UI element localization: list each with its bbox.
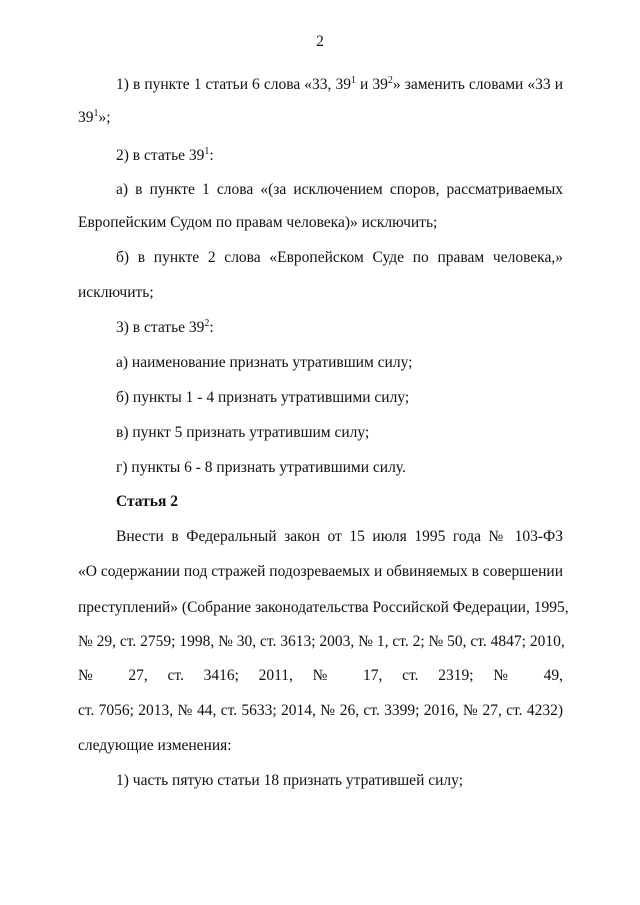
superscript: 1 [93,108,99,119]
article-2-heading: Статья 2 [116,493,178,510]
article-2-line-3: преступлений» (Собрание законодательства Российской Федерации, 1995, [78,599,569,616]
superscript: 2 [387,75,393,86]
article-2-line-2: «О содержании под стражей подозреваемых и обвиняемых в совершении [78,563,563,580]
item-1-line-2 [78,108,563,128]
text-run: : [209,147,214,164]
article-2-line-7: следующие изменения: [78,737,232,754]
item-2b-line-1: б) в пункте 2 слова «Европейском Суде по правам человека,» [116,249,563,266]
text-run: 1) в пункте 1 статьи 6 слова «33, 39 [116,76,351,93]
article-2-line-1: Внести в Федеральный закон от 15 июля 1995 года № 103-ФЗ [116,528,563,545]
text-run: : [209,319,214,336]
text-run: » заменить словами «33 и [392,76,564,93]
item-3b: б) пункты 1 - 4 признать утратившими силу; [116,389,410,406]
superscript: 1 [204,146,210,157]
item-2-heading [116,146,563,166]
article-2-line-5: № 27, ст. 3416; 2011, № 17, ст. 2319; № 49, [78,667,563,684]
item-2a-line-2: Европейским Судом по правам человека)» исключить; [78,214,438,231]
item-2a-line-1: а) в пункте 1 слова «(за исключением споров, рассматриваемых [116,181,563,198]
item-1-line-1 [116,75,563,95]
text-run: 39 [78,109,94,126]
article-2-line-4: № 29, ст. 2759; 1998, № 30, ст. 3613; 2003, № 1, ст. 2; № 50, ст. 4847; 2010, [78,633,565,650]
text-run: »; [98,109,111,126]
article-2-item-1: 1) часть пятую статьи 18 признать утратившей силу; [116,772,463,789]
text-run: 3) в статье 39 [116,319,205,336]
item-3a: а) наименование признать утратившим силу; [116,354,413,371]
text-run: и 39 [355,76,388,93]
item-3d: г) пункты 6 - 8 признать утратившими силу. [116,459,406,476]
item-3c: в) пункт 5 признать утратившим силу; [116,424,370,441]
article-2-line-6: ст. 7056; 2013, № 44, ст. 5633; 2014, № 26, ст. 3399; 2016, № 27, ст. 4232) [78,702,563,719]
superscript: 2 [204,318,210,329]
superscript: 1 [350,75,356,86]
page-number: 2 [316,33,324,50]
text-run: 2) в статье 39 [116,147,205,164]
item-2b-line-2: исключить; [78,284,154,301]
item-3-heading [116,318,563,338]
